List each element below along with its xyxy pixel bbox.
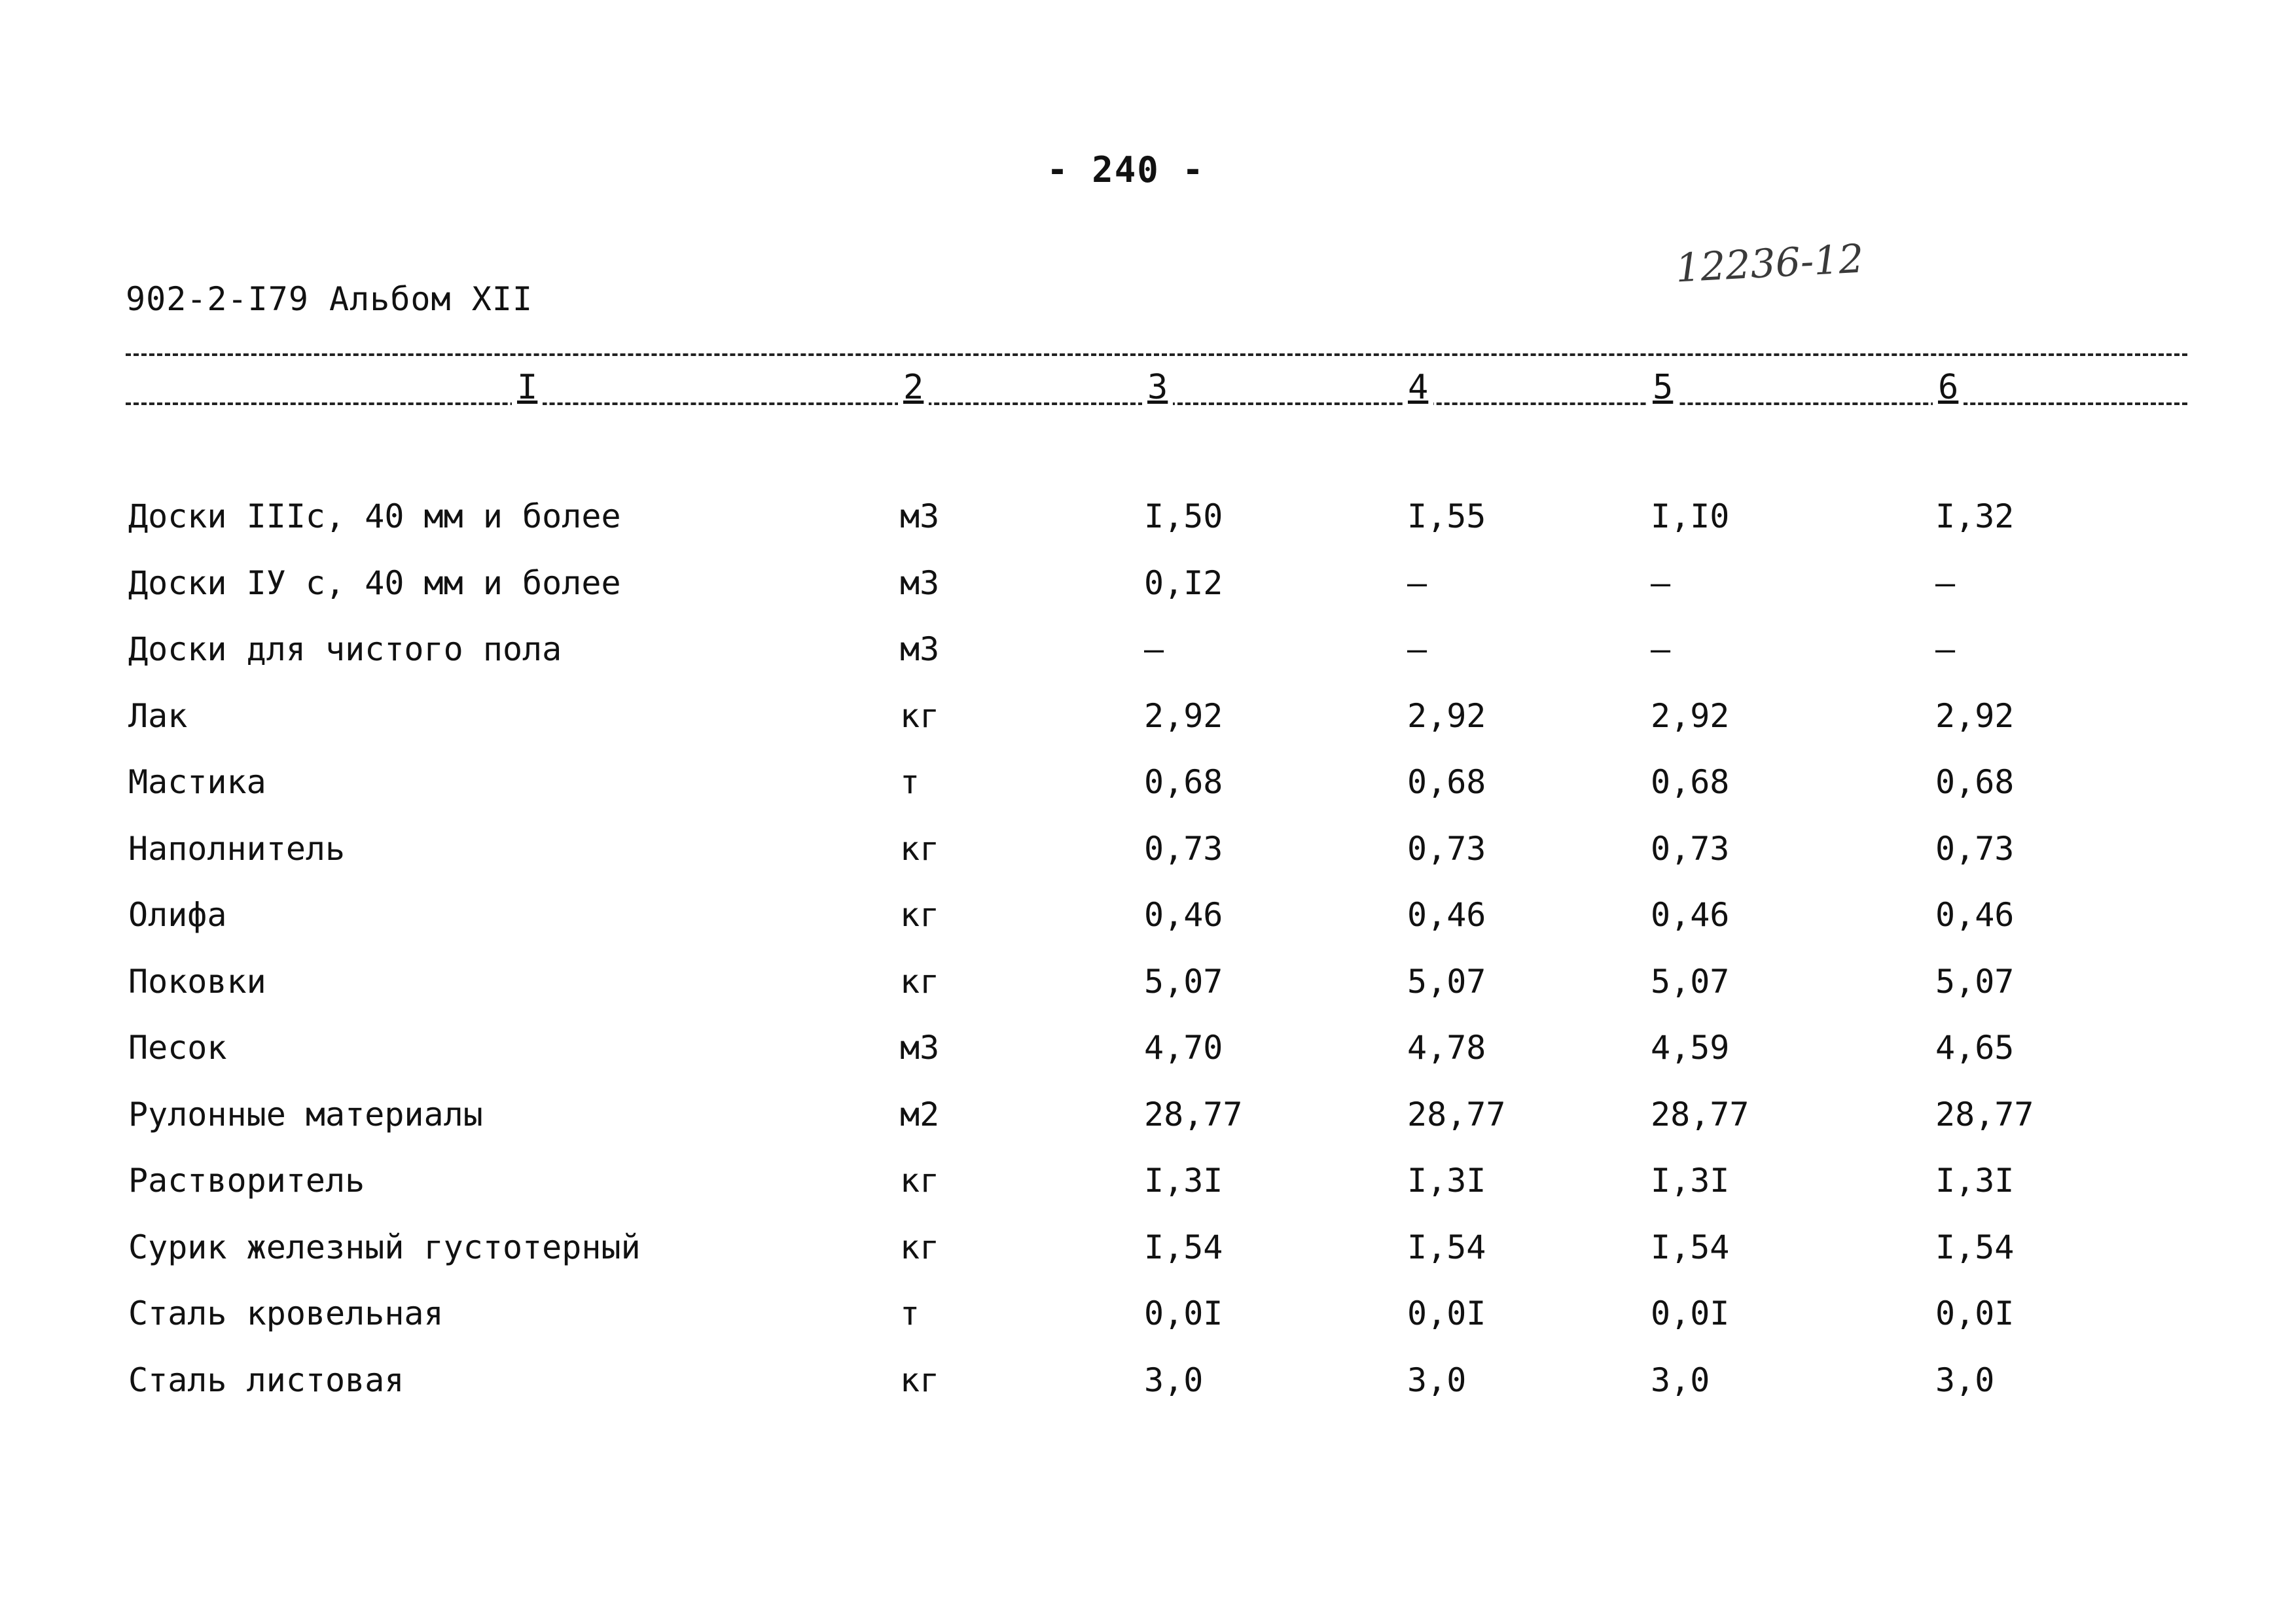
material-name: Песок: [128, 1029, 227, 1067]
material-value-col3: –: [1144, 630, 1164, 668]
material-value-col6: 4,65: [1935, 1029, 2015, 1067]
material-value-col5: 4,59: [1651, 1029, 1730, 1067]
material-name: Мастика: [128, 763, 266, 801]
material-value-col6: 0,73: [1935, 830, 2015, 868]
page-number: - 240 -: [1047, 149, 1205, 190]
material-name: Поковки: [128, 963, 266, 1001]
material-unit: м3: [900, 630, 940, 668]
material-value-col3: 5,07: [1144, 963, 1223, 1001]
material-value-col6: 28,77: [1935, 1096, 2034, 1133]
material-value-col5: 0,73: [1651, 830, 1730, 868]
material-value-col4: 3,0: [1407, 1361, 1467, 1399]
material-name: Олифа: [128, 896, 227, 934]
material-value-col6: I,3I: [1935, 1162, 2015, 1200]
column-header-3: 3: [1142, 368, 1173, 407]
material-value-col3: 28,77: [1144, 1096, 1243, 1133]
material-value-col6: 5,07: [1935, 963, 2015, 1001]
column-header-5: 5: [1647, 368, 1678, 407]
material-unit: кг: [900, 1228, 940, 1266]
material-name: Сурик железный густотерный: [128, 1228, 641, 1266]
material-value-col5: 0,68: [1651, 763, 1730, 801]
material-value-col4: 2,92: [1407, 697, 1486, 735]
material-unit: м2: [900, 1096, 940, 1133]
material-value-col4: –: [1407, 630, 1427, 668]
header-top-rule: [126, 353, 2187, 356]
document-code: 902-2-I79 Альбом XII: [126, 280, 533, 318]
material-value-col6: I,54: [1935, 1228, 2015, 1266]
material-value-col6: 0,46: [1935, 896, 2015, 934]
material-value-col5: 28,77: [1651, 1096, 1749, 1133]
material-value-col4: I,55: [1407, 497, 1486, 535]
material-name: Сталь листовая: [128, 1361, 404, 1399]
material-value-col3: 0,0I: [1144, 1294, 1223, 1332]
material-value-col3: 0,46: [1144, 896, 1223, 934]
column-header-6: 6: [1933, 368, 1964, 407]
material-name: Лак: [128, 697, 188, 735]
material-value-col4: 4,78: [1407, 1029, 1486, 1067]
material-unit: т: [900, 1294, 920, 1332]
material-unit: м3: [900, 1029, 940, 1067]
material-name: Сталь кровельная: [128, 1294, 444, 1332]
material-value-col3: I,3I: [1144, 1162, 1223, 1200]
material-value-col6: –: [1935, 564, 1956, 602]
material-value-col5: 3,0: [1651, 1361, 1710, 1399]
material-name: Доски для чистого пола: [128, 630, 562, 668]
material-name: Доски IIIс, 40 мм и более: [128, 497, 621, 535]
material-name: Наполнитель: [128, 830, 346, 868]
column-header-2: 2: [898, 368, 929, 407]
material-value-col5: 5,07: [1651, 963, 1730, 1001]
material-unit: кг: [900, 697, 940, 735]
material-value-col4: 0,73: [1407, 830, 1486, 868]
material-value-col5: I,3I: [1651, 1162, 1730, 1200]
material-value-col3: 3,0: [1144, 1361, 1204, 1399]
material-value-col4: –: [1407, 564, 1427, 602]
material-unit: м3: [900, 497, 940, 535]
material-value-col3: I,54: [1144, 1228, 1223, 1266]
material-unit: кг: [900, 1162, 940, 1200]
material-value-col6: –: [1935, 630, 1956, 668]
material-value-col4: I,3I: [1407, 1162, 1486, 1200]
material-unit: кг: [900, 963, 940, 1001]
column-header-1: I: [512, 368, 543, 407]
material-value-col4: 5,07: [1407, 963, 1486, 1001]
material-value-col6: I,32: [1935, 497, 2015, 535]
material-unit: кг: [900, 1361, 940, 1399]
material-value-col4: 0,68: [1407, 763, 1486, 801]
material-value-col3: 0,68: [1144, 763, 1223, 801]
material-value-col4: I,54: [1407, 1228, 1486, 1266]
handwritten-note: 12236-12: [1674, 236, 1865, 292]
material-value-col5: –: [1651, 564, 1671, 602]
column-header-4: 4: [1403, 368, 1433, 407]
material-name: Рулонные материалы: [128, 1096, 483, 1133]
material-value-col6: 2,92: [1935, 697, 2015, 735]
material-value-col5: I,54: [1651, 1228, 1730, 1266]
material-unit: т: [900, 763, 920, 801]
material-unit: м3: [900, 564, 940, 602]
material-value-col4: 28,77: [1407, 1096, 1506, 1133]
material-name: Доски IУ с, 40 мм и более: [128, 564, 621, 602]
material-value-col3: I,50: [1144, 497, 1223, 535]
material-name: Растворитель: [128, 1162, 365, 1200]
material-value-col4: 0,0I: [1407, 1294, 1486, 1332]
material-value-col5: 2,92: [1651, 697, 1730, 735]
material-unit: кг: [900, 896, 940, 934]
material-value-col5: 0,0I: [1651, 1294, 1730, 1332]
material-value-col6: 3,0: [1935, 1361, 1995, 1399]
material-value-col6: 0,0I: [1935, 1294, 2015, 1332]
material-unit: кг: [900, 830, 940, 868]
material-value-col5: –: [1651, 630, 1671, 668]
material-value-col5: 0,46: [1651, 896, 1730, 934]
material-value-col6: 0,68: [1935, 763, 2015, 801]
material-value-col5: I,I0: [1651, 497, 1730, 535]
material-value-col3: 0,73: [1144, 830, 1223, 868]
material-value-col3: 2,92: [1144, 697, 1223, 735]
material-value-col4: 0,46: [1407, 896, 1486, 934]
material-value-col3: 4,70: [1144, 1029, 1223, 1067]
material-value-col3: 0,I2: [1144, 564, 1223, 602]
